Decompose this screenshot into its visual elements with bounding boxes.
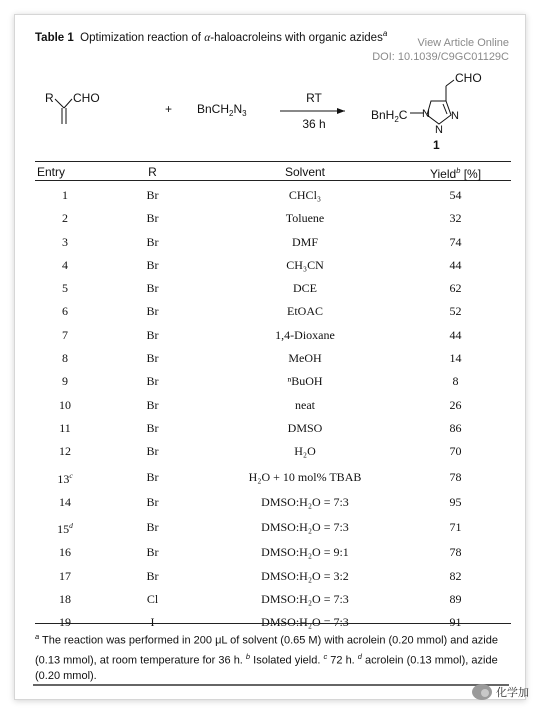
product-compound-number: 1 — [433, 138, 440, 152]
cell-entry — [35, 417, 95, 440]
footnote-d-mark: d — [357, 652, 362, 662]
cell-solvent-text: MeOH — [288, 351, 322, 366]
cell-yield — [400, 184, 511, 207]
cell-r — [95, 254, 210, 277]
title-post: -haloacroleins with organic azides — [210, 31, 383, 44]
cell-r-text: Br — [146, 188, 159, 202]
cell-yield-text: 14 — [449, 351, 462, 366]
bond — [446, 80, 454, 86]
cell-entry-text: 10 — [59, 397, 71, 412]
cell-r — [95, 394, 210, 417]
footnote-c-mark: c — [323, 652, 328, 662]
view-article-online-link[interactable]: View Article Online — [417, 37, 509, 49]
cell-r-text: I — [150, 615, 155, 630]
table-row — [35, 300, 511, 323]
reactant-acrolein — [45, 91, 100, 124]
cell-yield — [400, 565, 511, 588]
cell-r — [95, 207, 210, 230]
condition-top: RT — [306, 91, 322, 105]
cell-solvent-text: DMSO:H₂O = 7:3 — [261, 494, 349, 509]
cell-entry — [35, 231, 95, 254]
cell-yield-text: 74 — [449, 234, 462, 249]
product-cho-label: CHO — [455, 71, 482, 85]
footnote-b-mark: b — [245, 652, 251, 662]
ring-double-bond — [443, 104, 447, 114]
cell-yield-text: 71 — [449, 520, 462, 535]
product-triazole — [371, 71, 482, 152]
cell-r — [95, 440, 210, 463]
table-row — [35, 491, 511, 514]
bond — [64, 99, 72, 108]
cell-solvent — [210, 324, 400, 347]
cell-solvent-text: CHCl₃ — [288, 188, 322, 202]
table-row — [35, 231, 511, 254]
triazole-n2: N — [435, 124, 443, 136]
cell-yield-text: 26 — [449, 397, 462, 412]
footnote-a-mark: a — [35, 632, 40, 641]
table-label: Table 1 — [35, 31, 74, 44]
title-footnote-mark: a — [382, 29, 388, 38]
cell-yield-text: 8 — [452, 374, 459, 389]
yield-header-text: Yield — [429, 167, 457, 181]
cell-solvent-text: Toluene — [285, 211, 325, 226]
reaction-scheme — [15, 55, 527, 165]
cell-r-text: Br — [146, 397, 159, 412]
cell-yield-text: 95 — [449, 494, 462, 509]
cell-r-text: Br — [146, 257, 159, 272]
cell-entry-text: 5 — [62, 281, 68, 296]
cell-entry-text: 17 — [59, 568, 71, 583]
cell-solvent-text: DMSO:H₂O = 7:3 — [261, 615, 349, 630]
cell-yield-text: 78 — [449, 469, 462, 484]
cell-r — [95, 588, 210, 611]
cell-entry — [35, 300, 95, 323]
cell-solvent-text: H₂O — [294, 444, 316, 459]
cell-entry-text: 19 — [59, 615, 71, 630]
cell-r-text: Cl — [146, 592, 159, 607]
cell-solvent-text: DMF — [291, 234, 318, 249]
table-row — [35, 207, 511, 230]
cell-entry — [35, 324, 95, 347]
footnote-b-text: Isolated yield. — [250, 654, 324, 667]
cell-r — [95, 514, 210, 541]
cell-entry — [35, 514, 95, 541]
cell-solvent — [210, 184, 400, 207]
plus-sign: + — [165, 102, 173, 116]
title-alpha: α — [204, 31, 211, 44]
cell-solvent-text: neat — [295, 397, 315, 412]
triazole-n1: N — [422, 108, 430, 120]
cell-yield — [400, 491, 511, 514]
wechat-icon — [472, 684, 492, 700]
cell-solvent-text: DMSO:H₂O = 9:1 — [261, 545, 349, 560]
cell-solvent — [210, 565, 400, 588]
cell-solvent — [210, 231, 400, 254]
cell-yield-text: 91 — [449, 615, 462, 630]
cell-solvent — [210, 394, 400, 417]
cell-yield — [400, 464, 511, 491]
cell-yield-text: 82 — [449, 568, 462, 583]
cell-solvent-text: H₂O + 10 mol% TBAB — [248, 469, 362, 484]
title-pre: Optimization reaction of — [80, 31, 205, 44]
triazole-n3: N — [451, 110, 459, 122]
cell-r-text: Br — [146, 520, 159, 535]
cell-r-text: Br — [146, 327, 159, 342]
condition-bottom: 36 h — [302, 117, 326, 131]
cell-solvent — [210, 541, 400, 564]
watermark — [472, 684, 529, 700]
cell-solvent-text: EtOAC — [287, 304, 323, 319]
table-row — [35, 588, 511, 611]
cell-yield-text: 44 — [449, 327, 462, 342]
cell-yield — [400, 231, 511, 254]
table-row — [35, 541, 511, 564]
cell-r — [95, 565, 210, 588]
cell-entry-text: 12 — [59, 444, 71, 459]
cell-r-text: Br — [146, 420, 159, 435]
cell-r-text: Br — [146, 281, 159, 296]
table-row — [35, 347, 511, 370]
cell-entry — [35, 588, 95, 611]
table-row — [35, 464, 511, 491]
article-card — [14, 14, 526, 700]
cell-yield — [400, 207, 511, 230]
reactant1-cho-label: CHO — [73, 91, 100, 105]
watermark-text: 化学加 — [496, 687, 529, 699]
cell-solvent-text: ⁿBuOH — [287, 374, 323, 389]
table-row — [35, 417, 511, 440]
cell-entry — [35, 491, 95, 514]
footnote-d-text: acrolein (0.13 mmol), azide (0.20 mmol). — [35, 654, 498, 683]
col-header-r: R — [148, 165, 157, 179]
cell-entry — [35, 184, 95, 207]
cell-entry — [35, 464, 95, 491]
cell-solvent-text: DMSO:H₂O = 3:2 — [261, 568, 349, 583]
cell-solvent — [210, 464, 400, 491]
table-row — [35, 394, 511, 417]
cell-solvent-text: DMSO:H₂O = 7:3 — [261, 520, 349, 535]
cell-yield-text: 86 — [449, 420, 462, 435]
col-header-yield — [400, 161, 511, 184]
cell-entry-text: 16 — [59, 545, 71, 560]
cell-yield — [400, 347, 511, 370]
cell-yield-text: 89 — [449, 592, 462, 607]
cell-r-text: Br — [146, 494, 159, 509]
cell-entry — [35, 347, 95, 370]
cell-entry-text: 1 — [62, 188, 68, 202]
cell-r-text: Br — [146, 351, 159, 366]
cell-yield — [400, 277, 511, 300]
yield-footnote-mark: b — [456, 166, 461, 175]
cell-entry — [35, 254, 95, 277]
table-title — [35, 29, 387, 44]
triazole-ring — [427, 101, 451, 124]
footnote-a-text: The reaction was performed in 200 μL of solvent (0.65 M) with acrolein (0.20 mmol) and azide (0.13 mmol), at room temperature for 36 h. — [35, 634, 498, 667]
cell-r-text: Br — [146, 374, 159, 389]
cell-r — [95, 300, 210, 323]
cell-r-text: Br — [146, 469, 159, 484]
table-row — [35, 184, 511, 207]
cell-entry-text: 3 — [62, 234, 68, 249]
cell-r — [95, 464, 210, 491]
cell-r — [95, 184, 210, 207]
cell-solvent — [210, 300, 400, 323]
table-row — [35, 254, 511, 277]
cell-yield-text: 32 — [449, 211, 462, 226]
entry-footnote-mark: c — [69, 470, 73, 480]
cell-entry-text: 8 — [62, 351, 68, 366]
cell-solvent-text: DMSO:H₂O = 7:3 — [261, 592, 349, 607]
cell-r-text: Br — [146, 568, 159, 583]
table-body — [35, 184, 511, 635]
cell-yield-text: 44 — [449, 257, 462, 272]
cell-r-text: Br — [146, 444, 159, 459]
col-header-solvent: Solvent — [284, 165, 326, 179]
cell-r — [95, 347, 210, 370]
cell-solvent — [210, 254, 400, 277]
footnote-rule — [33, 684, 509, 686]
cell-yield — [400, 514, 511, 541]
cell-r — [95, 370, 210, 393]
cell-solvent — [210, 370, 400, 393]
product-bn-label: BnH$_2$C — [371, 108, 408, 124]
cell-solvent-text: 1,4-Dioxane — [275, 327, 335, 342]
cell-solvent-text: CH₃CN — [286, 257, 324, 272]
cell-entry — [35, 207, 95, 230]
table-row — [35, 440, 511, 463]
cell-entry-text: 11 — [59, 420, 71, 435]
cell-entry — [35, 541, 95, 564]
cell-yield — [400, 440, 511, 463]
cell-r-text: Br — [146, 211, 159, 226]
footnote-c-text: 72 h. — [327, 654, 358, 667]
bond — [55, 99, 64, 108]
cell-r — [95, 491, 210, 514]
col-header-entry: Entry — [37, 165, 66, 179]
cell-solvent — [210, 277, 400, 300]
cell-yield-text: 78 — [449, 545, 462, 560]
cell-yield — [400, 394, 511, 417]
cell-entry — [35, 394, 95, 417]
cell-r — [95, 324, 210, 347]
cell-r — [95, 541, 210, 564]
cell-yield-text: 52 — [449, 304, 462, 319]
cell-solvent — [210, 491, 400, 514]
cell-solvent-text: DMSO — [287, 420, 323, 435]
cell-entry-text: 2 — [62, 211, 68, 226]
doi-link[interactable]: DOI: 10.1039/C9GC01129C — [372, 51, 509, 63]
cell-solvent — [210, 440, 400, 463]
entry-footnote-mark: d — [69, 521, 73, 531]
table-row — [35, 565, 511, 588]
cell-r — [95, 277, 210, 300]
table-row — [35, 370, 511, 393]
cell-solvent-text: DCE — [293, 281, 317, 296]
cell-yield — [400, 417, 511, 440]
cell-entry-text: 6 — [62, 304, 68, 319]
table-row — [35, 277, 511, 300]
cell-r — [95, 417, 210, 440]
reactant1-r-label: R — [45, 91, 54, 105]
cell-yield-text: 70 — [449, 444, 462, 459]
reactant2-label: $BnCH_2N_3$ — [197, 102, 247, 118]
cell-yield — [400, 324, 511, 347]
cell-entry — [35, 565, 95, 588]
cell-entry-text: 13 — [57, 471, 70, 486]
cell-r-text: Br — [146, 304, 159, 319]
cell-r-text: Br — [146, 234, 159, 249]
cell-yield — [400, 300, 511, 323]
cell-yield-text: 62 — [449, 281, 462, 296]
cell-solvent — [210, 588, 400, 611]
cell-entry-text: 15 — [57, 522, 70, 537]
cell-entry-text: 7 — [62, 327, 68, 342]
cell-solvent — [210, 514, 400, 541]
cell-entry-text: 4 — [62, 257, 68, 272]
cell-entry — [35, 370, 95, 393]
table-footnotes — [35, 629, 513, 685]
cell-entry — [35, 440, 95, 463]
cell-yield — [400, 588, 511, 611]
cell-yield — [400, 254, 511, 277]
cell-yield — [400, 541, 511, 564]
cell-r-text: Br — [146, 545, 159, 560]
cell-solvent — [210, 417, 400, 440]
cell-entry — [35, 277, 95, 300]
yield-unit: [%] — [460, 167, 482, 181]
cell-yield-text: 54 — [449, 188, 462, 202]
cell-entry-text: 9 — [62, 374, 68, 389]
table-rule-bottom — [35, 623, 511, 624]
arrow-head — [337, 108, 345, 114]
cell-r — [95, 231, 210, 254]
cell-yield — [400, 370, 511, 393]
table-header-row — [35, 161, 511, 184]
cell-solvent — [210, 347, 400, 370]
cell-entry-text: 14 — [59, 494, 71, 509]
table-row — [35, 514, 511, 541]
cell-entry-text: 18 — [59, 592, 71, 607]
optimization-table — [35, 161, 511, 635]
table-row — [35, 324, 511, 347]
cell-solvent — [210, 207, 400, 230]
